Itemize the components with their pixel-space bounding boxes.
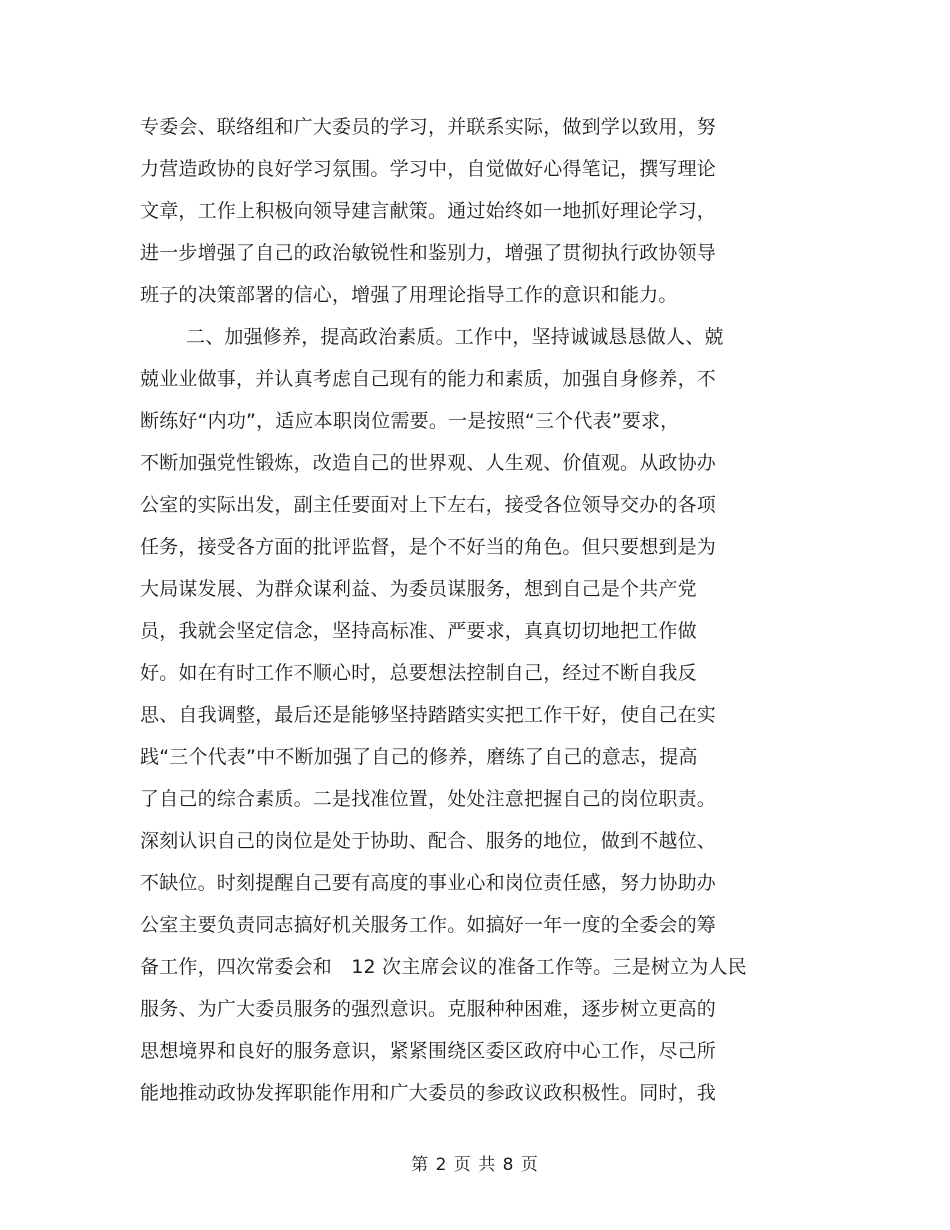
page-number-footer: 第 2 页 共 8 页 [411, 1155, 539, 1175]
text-line: 进一步增强了自己的政治敏锐性和鉴别力，增强了贯彻执行政协领导 [140, 242, 717, 264]
paragraph-start-line: 二、加强修养，提高政治素质。工作中，坚持诚诚恳恳做人、兢 [186, 326, 724, 348]
text-line: 不缺位。时刻提醒自己要有高度的事业心和岗位责任感，努力协助办 [140, 872, 717, 894]
text-line: 兢业业做事，并认真考虑自己现有的能力和素质，加强自身修养，不 [140, 368, 717, 390]
text-line: 公室主要负责同志搞好机关服务工作。如搞好一年一度的全委会的筹 [140, 914, 717, 936]
text-line: 班子的决策部署的信心，增强了用理论指导工作的意识和能力。 [140, 284, 678, 306]
text-line: 了自己的综合素质。二是找准位置，处处注意把握自己的岗位职责。 [140, 788, 717, 810]
text-line: 大局谋发展、为群众谋利益、为委员谋服务，想到自己是个共产党 [140, 578, 697, 600]
text-line: 思想境界和良好的服务意识，紧紧围绕区委区政府中心工作，尽己所 [140, 1040, 717, 1062]
text-line: 员，我就会坚定信念，坚持高标准、严要求，真真切切地把工作做 [140, 620, 697, 642]
text-line: 专委会、联络组和广大委员的学习，并联系实际，做到学以致用，努 [140, 116, 717, 138]
text-line: 深刻认识自己的岗位是处于协助、配合、服务的地位，做到不越位、 [140, 830, 717, 852]
text-line: 好。如在有时工作不顺心时，总要想法控制自己，经过不断自我反 [140, 662, 697, 684]
text-line: 能地推动政协发挥职能作用和广大委员的参政议政积极性。同时，我 [140, 1082, 717, 1104]
text-line: 践“三个代表”中不断加强了自己的修养，磨练了自己的意志，提高 [140, 746, 698, 768]
text-line: 公室的实际出发，副主任要面对上下左右，接受各位领导交办的各项 [140, 494, 717, 516]
text-line: 思、自我调整，最后还是能够坚持踏踏实实把工作干好，使自己在实 [140, 704, 717, 726]
text-line: 断练好“内功”，适应本职岗位需要。一是按照“三个代表”要求， [140, 410, 680, 432]
text-line: 力营造政协的良好学习氛围。学习中，自觉做好心得笔记，撰写理论 [140, 158, 717, 180]
text-line: 文章，工作上积极向领导建言献策。通过始终如一地抓好理论学习， [140, 200, 717, 222]
text-line: 服务、为广大委员服务的强烈意识。克服种种困难，逐步树立更高的 [140, 998, 717, 1020]
text-line: 任务，接受各方面的批评监督，是个不好当的角色。但只要想到是为 [140, 536, 717, 558]
text-line: 备工作，四次常委会和 12 次主席会议的准备工作等。三是树立为人民 [140, 956, 747, 978]
text-line: 不断加强党性锻炼，改造自己的世界观、人生观、价值观。从政协办 [140, 452, 717, 474]
